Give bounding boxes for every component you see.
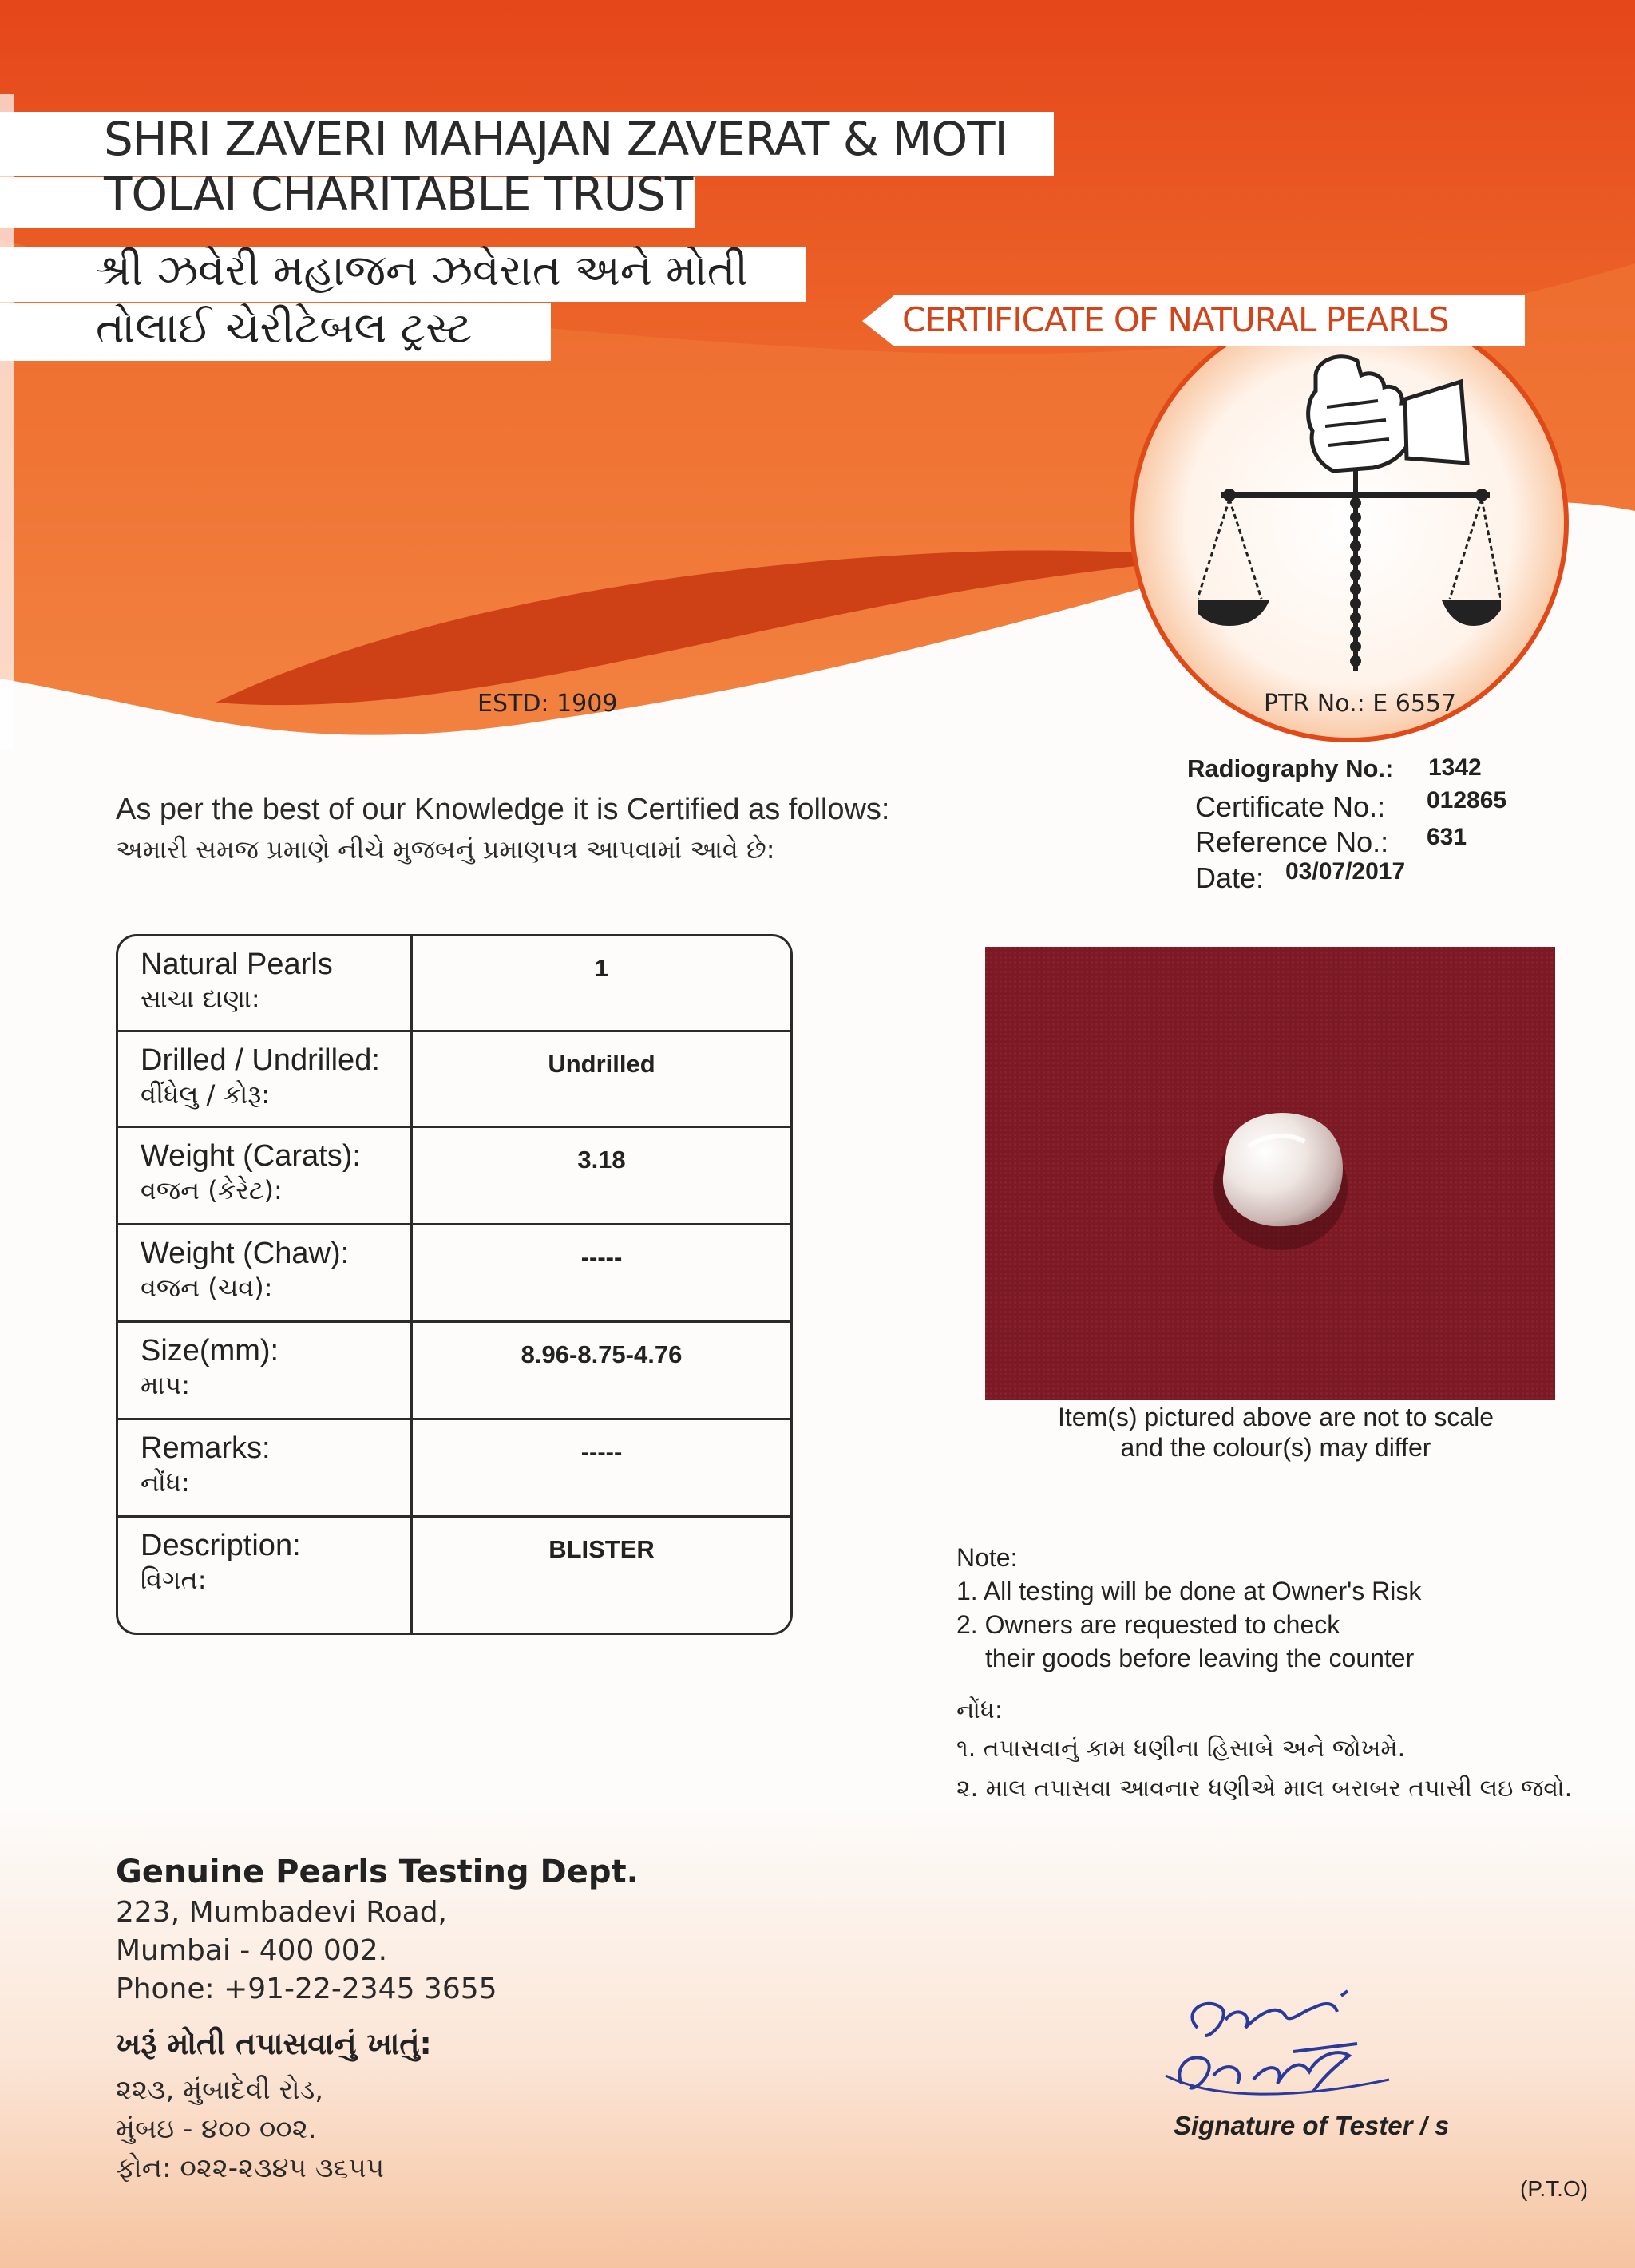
- reference-no-label: Reference No.:: [1195, 825, 1389, 858]
- row-value: 3.18: [577, 1146, 626, 1174]
- row-value: 8.96-8.75-4.76: [521, 1340, 683, 1368]
- certification-statement-gu: અમારી સમજ પ્રમાણે નીચે મુજબનું પ્રમાણપત્ર આપવામાં આવે છે:: [116, 834, 775, 865]
- date-label: Date:: [1195, 861, 1265, 894]
- dept-street: 223, Mumbadevi Road,: [116, 1896, 447, 1929]
- row-label-gu: માપ:: [141, 1369, 190, 1400]
- radiography-value: 1342: [1428, 754, 1482, 781]
- pearl-image: [985, 947, 1555, 1400]
- note-line2-gu: ૨. માલ તપાસવા આવનાર ધણીએ માલ બરાબર તપાસી લઇ જવો.: [956, 1775, 1573, 1803]
- note-line2: 2. Owners are requested to check: [956, 1610, 1340, 1639]
- reference-no-value: 631: [1427, 824, 1467, 850]
- dept-street-gu: ૨૨૩, મુંબાદેવી રોડ,: [116, 2074, 324, 2106]
- table-row: [118, 936, 790, 1032]
- tester-signature: [1150, 1980, 1405, 2124]
- note-line3: their goods before leaving the counter: [985, 1644, 1415, 1672]
- row-value: Undrilled: [548, 1050, 655, 1078]
- estd-label: ESTD: 1909: [477, 690, 618, 718]
- note-title: Note:: [956, 1543, 1018, 1572]
- row-label: Size(mm):: [141, 1334, 279, 1368]
- row-label-gu: સાચા દાણા:: [141, 983, 260, 1014]
- row-label: Remarks:: [141, 1431, 271, 1465]
- row-value: -----: [580, 1243, 623, 1271]
- row-label-gu: વજન (કેરેટ):: [141, 1174, 283, 1205]
- note-line1-gu: ૧. તપાસવાનું કામ ધણીના હિસાબે અને જોખમે.: [956, 1735, 1406, 1763]
- signature-label: Signature of Tester / s: [1174, 2111, 1450, 2140]
- certificate-no-value: 012865: [1427, 787, 1507, 813]
- row-value: 1: [594, 954, 609, 982]
- table-row: [118, 1518, 790, 1635]
- table-row: [118, 1032, 790, 1128]
- dept-name: Genuine Pearls Testing Dept.: [116, 1854, 639, 1890]
- trust-name-line2: TOLAI CHARITABLE TRUST: [104, 167, 693, 221]
- row-value: BLISTER: [548, 1535, 655, 1563]
- radiography-label: Radiography No.:: [1187, 754, 1394, 782]
- row-value: -----: [580, 1438, 623, 1466]
- pearl-photo: [985, 947, 1555, 1400]
- trust-name-gu-line1: શ્રી ઝવેરી મહાજન ઝવેરાત અને મોતી: [96, 245, 749, 295]
- photo-caption-line1: Item(s) pictured above are not to scale: [1057, 1403, 1494, 1431]
- table-row: [118, 1323, 790, 1420]
- row-label: Weight (Carats):: [141, 1139, 361, 1173]
- certificate-title: CERTIFICATE OF NATURAL PEARLS: [902, 300, 1449, 339]
- row-label: Drilled / Undrilled:: [141, 1043, 380, 1077]
- note-line1: 1. All testing will be done at Owner's Risk: [956, 1577, 1422, 1605]
- dept-name-gu: ખરૂં મોતી તપાસવાનું ખાતું:: [116, 2026, 432, 2061]
- pearl-details-table: [116, 934, 793, 1635]
- photo-caption-line2: and the colour(s) may differ: [1120, 1433, 1431, 1462]
- row-label: Natural Pearls: [141, 948, 333, 981]
- dept-city-gu: મુંબઇ - ૪૦૦ ૦૦૨.: [116, 2113, 317, 2145]
- table-row: [118, 1225, 790, 1323]
- row-label: Description:: [141, 1529, 301, 1562]
- row-label-gu: વીંધેલુ / કોરૂ:: [141, 1079, 271, 1110]
- dept-city: Mumbai - 400 002.: [116, 1934, 388, 1967]
- certification-statement: As per the best of our Knowledge it is Certified as follows:: [116, 793, 890, 826]
- certificate-no-label: Certificate No.:: [1195, 790, 1386, 823]
- row-label-gu: વજન (ચવ):: [141, 1272, 273, 1303]
- table-row: [118, 1420, 790, 1518]
- trust-name-line1: SHRI ZAVERI MAHAJAN ZAVERAT & MOTI: [104, 112, 1008, 166]
- row-label: Weight (Chaw):: [141, 1237, 350, 1270]
- row-label-gu: નોંધ:: [141, 1466, 190, 1498]
- dept-phone-gu: ફોન: ૦૨૨-૨૩૪૫ ૩૬૫૫: [116, 2152, 385, 2184]
- trust-name-gu-line2: તોલાઈ ચેરીટેબલ ટ્રસ્ટ: [96, 303, 473, 353]
- note-title-gu: નોંધ:: [956, 1696, 1003, 1724]
- scale-emblem-icon: [1198, 343, 1501, 679]
- date-value: 03/07/2017: [1285, 858, 1406, 885]
- row-label-gu: વિગત:: [141, 1564, 207, 1595]
- dept-phone: Phone: +91-22-2345 3655: [116, 1973, 497, 2005]
- ptr-number: PTR No.: E 6557: [1264, 690, 1457, 718]
- table-row: [118, 1128, 790, 1225]
- pto-label: (P.T.O): [1520, 2176, 1589, 2201]
